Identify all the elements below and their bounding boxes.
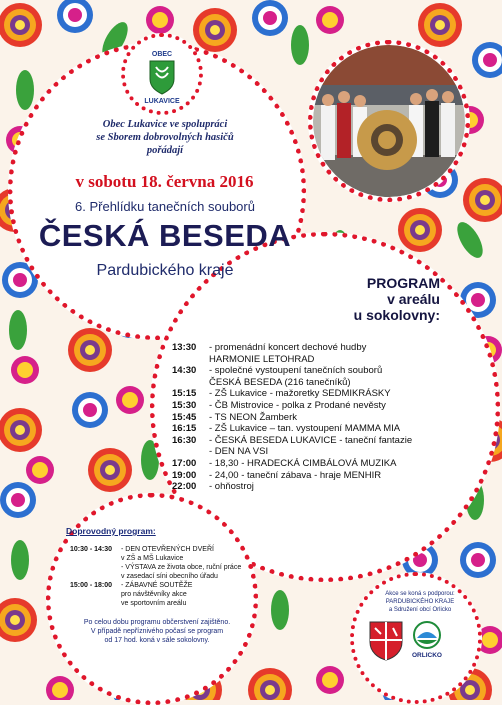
lukavice-crest-logo [125, 37, 199, 111]
program-time: 17:00 [172, 457, 197, 469]
program-row [172, 342, 462, 354]
program-row [172, 354, 462, 366]
program-text: ČESKÁ BESEDA (216 tanečníků) [209, 376, 351, 388]
sponsor-line: Akce se koná s podporou: [385, 591, 455, 597]
side-note-line: Po celou dobu programu občerstvení zajištěno. [83, 619, 231, 626]
program-time [172, 377, 209, 389]
program-text: - společné vystoupení tanečních souborů [209, 365, 383, 377]
program-text: HARMONIE LETOHRAD [209, 353, 315, 365]
side-program-row [70, 554, 245, 563]
side-program-time [70, 599, 121, 608]
program-row [172, 365, 462, 377]
program-text: - 18,30 - HRADECKÁ CIMBÁLOVÁ MUZIKA [209, 457, 397, 469]
program-time: 15:30 [172, 399, 197, 411]
organizer-text [70, 118, 260, 157]
sponsor-text [366, 590, 474, 614]
program-row [172, 458, 462, 470]
program-time: 16:30 [172, 434, 197, 446]
program-time: 15:45 [172, 411, 197, 423]
program-time: 13:30 [172, 342, 197, 353]
side-program-row [70, 590, 245, 599]
side-program-row [70, 581, 245, 590]
side-program-text: v ZŠ a MŠ Lukavice [121, 555, 184, 562]
program-row [172, 423, 462, 435]
organizer-line: se Sborem dobrovolných hasičů [96, 132, 234, 143]
sponsor-line: PARDUBICKÉHO KRAJE [385, 599, 455, 605]
logo-top-text: OBEC [151, 51, 173, 58]
side-program-time [70, 563, 121, 572]
program-text: - TS NEON Žamberk [209, 411, 297, 423]
side-program-text: - DEN OTEVŘENÝCH DVEŘÍ [121, 546, 214, 553]
side-program-time [70, 554, 121, 563]
program-time: 15:15 [172, 388, 197, 400]
side-program-row [70, 572, 245, 581]
program-heading-line: PROGRAM [366, 275, 440, 291]
program-time: 22:00 [172, 481, 197, 493]
folk-dancers-photo [313, 45, 465, 197]
program-row [172, 388, 462, 400]
program-text: - ohňostroj [209, 481, 254, 493]
side-program-text: pro návštěvníky akce [121, 591, 187, 598]
side-program-text: ve sportovním areálu [121, 600, 187, 607]
program-row [172, 377, 462, 389]
organizer-line: pořádají [146, 145, 184, 156]
side-program-text: - VÝSTAVA ze života obce, ruční práce [121, 564, 242, 571]
side-program-text: - ZÁBAVNÉ SOUTĚŽE [121, 582, 193, 589]
program-text: - ZŠ Lukavice – tan. vystoupení MAMMA MIA [209, 423, 401, 435]
logo-bottom-text: LUKAVICE [144, 98, 180, 105]
side-program-time: 10:30 - 14:30 [70, 546, 113, 553]
event-date: v sobotu 18. června 2016 [75, 172, 254, 191]
program-time [172, 354, 209, 366]
photo-circle [308, 40, 470, 202]
organizer-line: Obec Lukavice ve spolupráci [102, 119, 228, 130]
program-time: 16:15 [172, 423, 197, 435]
festival-subtitle: 6. Přehlídku tanečních souborů [75, 199, 255, 214]
program-time: 14:30 [172, 365, 197, 377]
program-row [172, 435, 462, 447]
side-program-time: 15:00 - 18:00 [70, 582, 113, 589]
side-program-row [70, 545, 245, 554]
orlicko-logo-label: ORLICKO [412, 652, 442, 659]
sponsor-line: a Sdružení obcí Orlicko [388, 607, 452, 613]
program-text: - promenádní koncert dechové hudby [209, 342, 367, 353]
side-program-time [70, 590, 121, 599]
program-text: - ČB Mistrovice - polka z Prodané nevěsty [209, 399, 386, 411]
program-text: - ZŠ Lukavice - mažoretky SEDMIKRÁSKY [209, 388, 391, 400]
pardubice-region-crest-icon [368, 620, 404, 662]
region-subtitle: Pardubického kraje [96, 262, 234, 279]
main-title: ČESKÁ BESEDA [38, 218, 292, 253]
program-row [172, 481, 462, 493]
program-heading [300, 275, 440, 323]
side-program-row [70, 563, 245, 572]
orlicko-logo-icon [412, 620, 442, 650]
program-time [172, 446, 209, 458]
program-text: - ČESKÁ BESEDA LUKAVICE - taneční fantazie [209, 434, 413, 446]
side-program-time [70, 572, 121, 581]
side-note-line: od 17 hod. koná v sále sokolovny. [104, 637, 210, 644]
program-list [172, 342, 462, 493]
program-heading-line: v areálu [387, 291, 440, 307]
side-note-line: V případě nepříznivého počasí se program [90, 628, 224, 635]
program-text: - 24,00 - taneční zábava - hraje MENHIR [209, 469, 382, 481]
logo-circle [121, 33, 203, 115]
program-heading-line: u sokolovny: [353, 307, 440, 323]
side-program-text: v zasedací síni obecního úřadu [121, 573, 218, 580]
program-row [172, 412, 462, 424]
side-note [82, 618, 232, 645]
side-program-list [70, 545, 245, 608]
program-time: 19:00 [172, 469, 197, 481]
program-row [172, 400, 462, 412]
side-program-row [70, 599, 245, 608]
program-row [172, 446, 462, 458]
program-text: - DEN NA VSI [209, 446, 269, 458]
side-program-heading: Doprovodný program: [66, 526, 156, 536]
program-row [172, 470, 462, 482]
